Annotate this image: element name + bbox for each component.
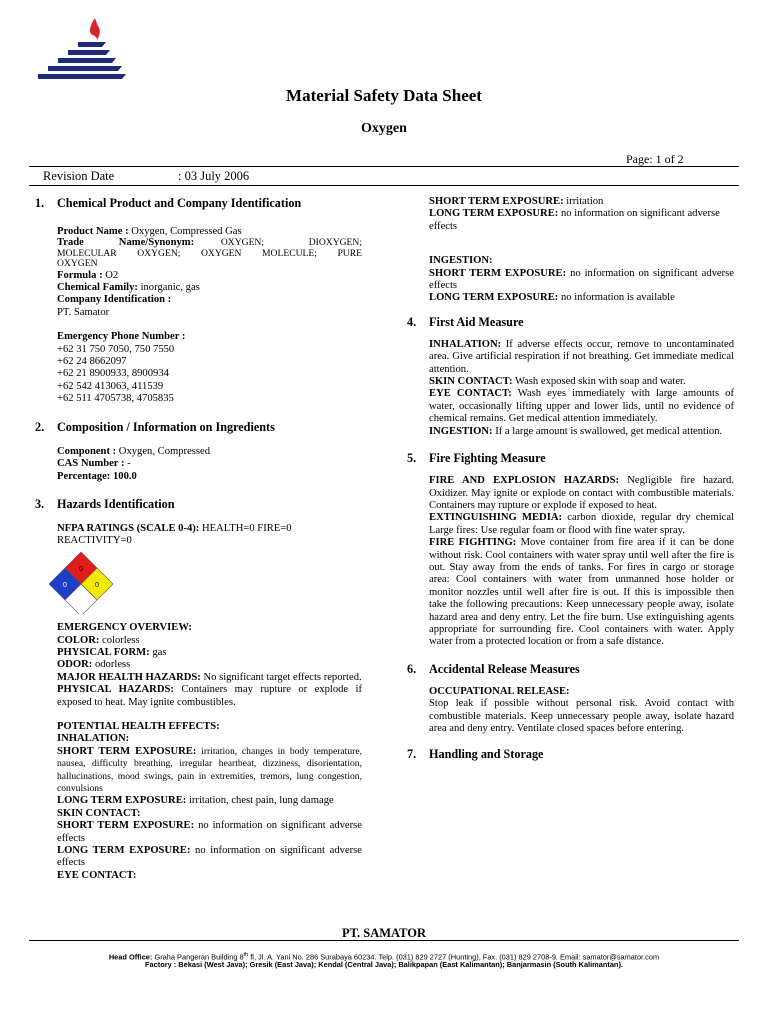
company-logo bbox=[34, 16, 126, 80]
inhalation-long-term: LONG TERM EXPOSURE: irritation, chest pain, lung damage bbox=[57, 795, 334, 807]
skin-long-term: LONG TERM EXPOSURE: no information on significant adverse effects bbox=[57, 845, 362, 869]
page-number: Page: 1 of 2 bbox=[626, 152, 684, 166]
product-name: Product Name : Oxygen, Compressed Gas bbox=[57, 226, 242, 237]
inhalation-heading: INHALATION: bbox=[57, 733, 130, 745]
factory-line: Factory : Bekasi (West Java); Gresik (East Java); Kendal (Central Java); Balikpapan (East Kalimantan); Banjarmasin (South Kalimantan). bbox=[145, 960, 623, 969]
physical-form: PHYSICAL FORM: gas bbox=[57, 646, 167, 658]
section-2-heading: 2. Composition / Information on Ingredients bbox=[35, 419, 275, 434]
phone-line: +62 542 413063, 411539 bbox=[57, 380, 164, 392]
section-1-heading: 1. Chemical Product and Company Identification bbox=[35, 196, 302, 210]
phone-line: +62 511 4705738, 4705835 bbox=[57, 393, 174, 405]
fire-fighting: FIRE FIGHTING: Move container from fire area if it can be done without risk. Cool containers with water spray until well after the fire is out. Stay away from the ends of tanks. For fires in cargo or storage area: Cool containers with water from unmanned hose holder or monitor nozzles until well after fire is out. If this is impossible then take the following precautions: Keep unnecessary people away, isolate hazard area and deny entry. Let the fire burn. Use extinguishing agents appropriate for surrounding fire. Cool containers with water. Apply water from a protected location or from a safe distance. bbox=[429, 537, 734, 648]
document-subtitle: Oxygen bbox=[361, 121, 407, 136]
major-health-hazards: MAJOR HEALTH HAZARDS: No significant target effects reported. bbox=[57, 671, 362, 683]
percentage: Percentage: 100.0 bbox=[57, 470, 137, 482]
first-aid-skin: SKIN CONTACT: Wash exposed skin with soap and water. bbox=[429, 376, 686, 388]
fire-explosion-hazards: FIRE AND EXPLOSION HAZARDS: Negligible fire hazard. Oxidizer. May ignite or explode on contact with combustible materials. Containers may rupture or explode if exposed to heat. bbox=[429, 475, 734, 511]
chemical-family: Chemical Family: inorganic, gas bbox=[57, 282, 200, 294]
nfpa-health-value: 0 bbox=[63, 581, 67, 589]
section-7-heading: 7. Handling and Storage bbox=[407, 747, 544, 762]
revision-row bbox=[29, 166, 739, 186]
phone-line: +62 21 8900933, 8900934 bbox=[57, 368, 169, 380]
potential-health-heading: POTENTIAL HEALTH EFFECTS: bbox=[57, 720, 220, 732]
footer-company: PT. SAMATOR bbox=[341, 926, 427, 940]
ingestion-long-term: LONG TERM EXPOSURE: no information is available bbox=[429, 292, 675, 304]
revision-value: : 03 July 2006 bbox=[178, 169, 250, 183]
extinguishing-media: EXTINGUISHING MEDIA: carbon dioxide, regular dry chemical Large fires: Use regular foam or flood with fine water spray. bbox=[429, 512, 734, 536]
phone-line: +62 31 750 7050, 750 7550 bbox=[57, 343, 175, 355]
ingestion-heading: INGESTION: bbox=[429, 255, 493, 267]
head-office-line: Head Office: Graha Pangeran Building 8th fl, Jl. A. Yani No. 286 Surabaya 60234. Telp. (031) 829 2727 (Hunting), Fax. (031) 829 2708-9. Email: samator@samator.com bbox=[108, 952, 660, 962]
nfpa-diamond-icon bbox=[41, 550, 121, 614]
physical-hazards: PHYSICAL HAZARDS: Containers may rupture or explode if exposed to heat. May ignite combustibles. bbox=[57, 684, 363, 708]
occupational-release-heading: OCCUPATIONAL RELEASE: bbox=[429, 685, 570, 697]
section-5-heading: 5. Fire Fighting Measure bbox=[407, 451, 546, 466]
nfpa-fire-value: 0 bbox=[79, 565, 83, 573]
section-4-heading: 4. First Aid Measure bbox=[407, 314, 524, 329]
emergency-phone-label: Emergency Phone Number : bbox=[57, 331, 186, 343]
phone-line: +62 24 8662097 bbox=[57, 356, 127, 368]
cas-number: CAS Number : - bbox=[57, 458, 131, 470]
trade-name: Trade Name/Synonym: OXYGEN; DIOXYGEN; MOLECULAR OXYGEN; OXYGEN MOLECULE; PURE OXYGEN bbox=[57, 237, 363, 270]
inhalation-short-term: SHORT TERM EXPOSURE: irritation, changes in body temperature, nausea, difficulty breathing, irregular heartbeat, dizziness, disorientation, hallucinations, mood swings, pain in extremities, tremors, lung congestion, convulsions bbox=[57, 745, 362, 794]
right-column bbox=[407, 196, 735, 762]
skin-short-term: SHORT TERM EXPOSURE: no information on significant adverse effects bbox=[57, 820, 362, 844]
skin-contact-heading: SKIN CONTACT: bbox=[57, 807, 141, 819]
first-aid-inhalation: INHALATION: If adverse effects occur, remove to uncontaminated area. Give artificial respiration if not breathing. Get immediate medical attention. bbox=[429, 338, 734, 375]
left-column bbox=[35, 196, 363, 882]
first-aid-ingestion: INGESTION: If a large amount is swallowed, get medical attention. bbox=[429, 425, 723, 437]
section-6-heading: 6. Accidental Release Measures bbox=[407, 661, 580, 676]
eye-short-term: SHORT TERM EXPOSURE: irritation bbox=[429, 196, 604, 207]
formula: Formula : O2 bbox=[57, 269, 119, 281]
color: COLOR: colorless bbox=[57, 634, 140, 646]
revision-label: Revision Date bbox=[43, 169, 115, 183]
eye-contact-heading: EYE CONTACT: bbox=[57, 869, 137, 881]
odor: ODOR: odorless bbox=[57, 659, 131, 671]
document-title: Material Safety Data Sheet bbox=[286, 86, 482, 105]
ingestion-short-term: SHORT TERM EXPOSURE: no information on significant adverse effects bbox=[429, 267, 734, 292]
emergency-overview-heading: EMERGENCY OVERVIEW: bbox=[57, 622, 192, 634]
occupational-release: Stop leak if possible without personal risk. Avoid contact with combustible materials. Keep unnecessary people away, isolate hazard area and deny entry. Ventilate closed spaces before entering. bbox=[429, 698, 734, 734]
nfpa-reactivity-value: 0 bbox=[95, 581, 99, 589]
company-id: PT. Samator bbox=[57, 306, 110, 318]
first-aid-eye: EYE CONTACT: Wash eyes immediately with large amounts of water, occasionally lifting upper and lower lids, until no evidence of chemical remains. Get medical attention immediately. bbox=[429, 388, 735, 425]
eye-long-term: LONG TERM EXPOSURE: no information on significant adverse effects bbox=[429, 208, 720, 232]
section-3-heading: 3. Hazards Identification bbox=[35, 496, 175, 511]
nfpa-ratings: NFPA RATINGS (SCALE 0-4): HEALTH=0 FIRE=0 REACTIVITY=0 bbox=[57, 522, 292, 547]
component: Component : Oxygen, Compressed bbox=[57, 445, 211, 457]
company-id-label: Company Identification : bbox=[57, 294, 172, 306]
footer-divider bbox=[29, 940, 739, 941]
